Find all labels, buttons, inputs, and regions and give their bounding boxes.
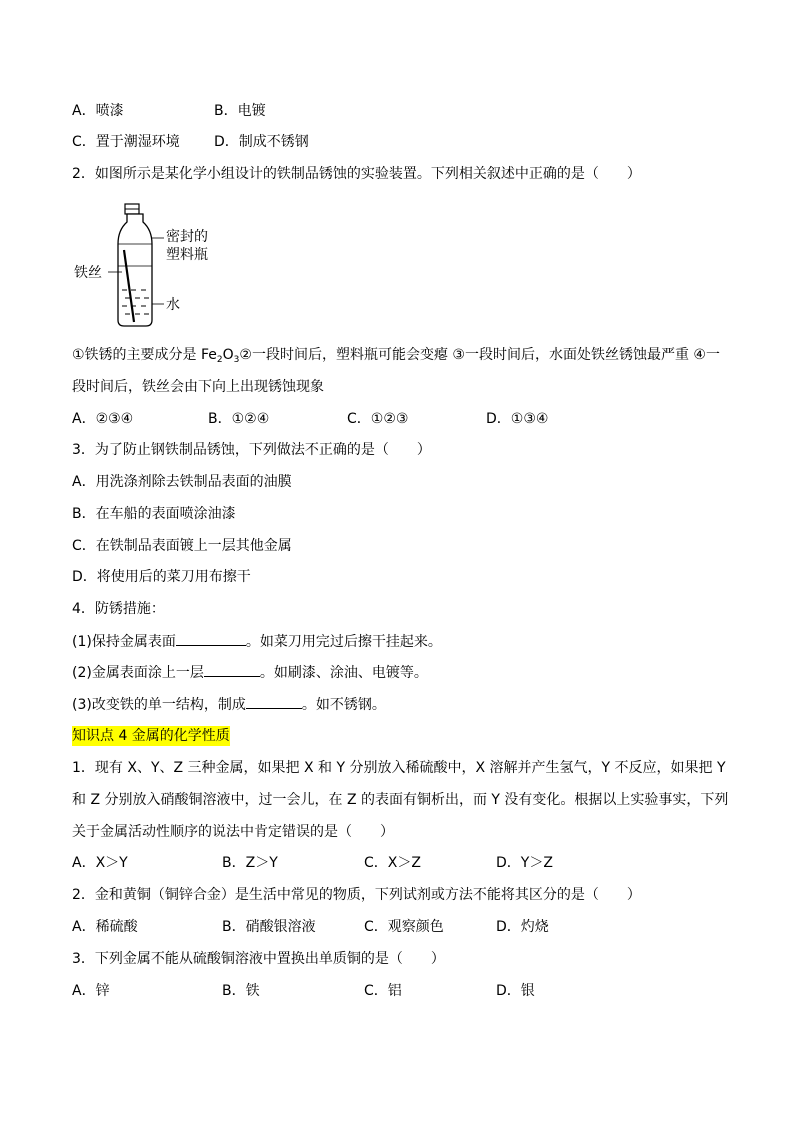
s4q2-option-c: C．观察颜色 xyxy=(364,919,444,935)
q2-statements-line1: ①铁锈的主要成分是 $Fe_2O_3②$一段时间后，塑料瓶可能会变瘪 ③一段时间后，水面处铁丝锈蚀最严重 ④一 xyxy=(72,347,720,365)
q3-option-c: C．在铁制品表面镀上一层其他金属 xyxy=(72,538,292,554)
fill-blank xyxy=(246,694,302,709)
q4-item-2: (2)金属表面涂上一层 。如刷漆、涂油、电镀等。 xyxy=(72,662,428,683)
s4q3-stem: 3．下列金属不能从硫酸铜溶液中置换出单质铜的是（ ） xyxy=(72,951,445,967)
s4q1-option-b: B．Z＞Y xyxy=(222,855,278,871)
s4q2-stem: 2．金和黄铜（铜锌合金）是生活中常见的物质，下列试剂或方法不能将其区分的是（ ） xyxy=(72,887,641,903)
s4q3-option-a: A．锌 xyxy=(72,983,110,999)
s4q1-option-d: D．Y＞Z xyxy=(496,855,553,871)
s4q3-option-b: B．铁 xyxy=(222,983,260,999)
q2-option-c: C．①②③ xyxy=(347,411,409,427)
q4-item-3: (3)改变铁的单一结构，制成 。如不锈钢。 xyxy=(72,694,386,715)
s4q3-option-d: D．银 xyxy=(496,983,535,999)
q2-stem: 2．如图所示是某化学小组设计的铁制品锈蚀的实验装置。下列相关叙述中正确的是（ ） xyxy=(72,166,641,182)
q1-option-b: B．电镀 xyxy=(214,103,266,119)
s4q1-option-a: A．X＞Y xyxy=(72,855,128,871)
q1-option-c: C．置于潮湿环境 xyxy=(72,134,180,150)
fill-blank xyxy=(204,662,260,677)
figure-label-bottle-1: 密封的 xyxy=(166,229,208,245)
s4q2-option-a: A．稀硫酸 xyxy=(72,919,138,935)
q2-option-d: D．①③④ xyxy=(486,411,549,427)
q3-stem: 3．为了防止钢铁制品锈蚀，下列做法不正确的是（ ） xyxy=(72,442,431,458)
q2-option-a: A．②③④ xyxy=(72,411,134,427)
s4q1-line3: 关于金属活动性顺序的说法中肯定错误的是（ ） xyxy=(72,824,394,840)
s4q1-option-c: C．X＞Z xyxy=(364,855,421,871)
q3-option-d: D．将使用后的菜刀用布擦干 xyxy=(72,569,251,585)
figure-label-wire: 铁丝 xyxy=(74,265,102,281)
s4q1-line1: 1．现有 X、Y、Z 三种金属，如果把 X 和 Y 分别放入稀硫酸中，X 溶解并产生氢气，Y 不反应，如果把 Y xyxy=(72,760,726,776)
s4q2-option-b: B．硝酸银溶液 xyxy=(222,919,316,935)
s4q1-line2: 和 Z 分别放入硝酸铜溶液中，过一会儿，在 Z 的表面有铜析出，而 Y 没有变化。根据以上实验事实，下列 xyxy=(72,792,729,808)
q3-option-a: A．用洗涤剂除去铁制品表面的油膜 xyxy=(72,474,292,490)
section-heading: 知识点 4 金属的化学性质 xyxy=(72,728,230,744)
q1-option-d: D．制成不锈钢 xyxy=(214,134,309,150)
q3-option-b: B．在车船的表面喷涂油漆 xyxy=(72,506,236,522)
fill-blank xyxy=(176,631,246,646)
q2-option-b: B．①②④ xyxy=(208,411,270,427)
q4-stem: 4．防锈措施： xyxy=(72,601,165,617)
figure-label-bottle-2: 塑料瓶 xyxy=(166,247,208,263)
figure-label-water: 水 xyxy=(166,297,180,313)
q1-option-a: A．喷漆 xyxy=(72,103,124,119)
s4q3-option-c: C．铝 xyxy=(364,983,402,999)
q4-item-1: (1)保持金属表面 。如菜刀用完过后擦干挂起来。 xyxy=(72,631,442,652)
rust-experiment-figure xyxy=(72,196,222,332)
q2-statements-line2: 段时间后，铁丝会由下向上出现锈蚀现象 xyxy=(72,379,324,395)
s4q2-option-d: D．灼烧 xyxy=(496,919,549,935)
